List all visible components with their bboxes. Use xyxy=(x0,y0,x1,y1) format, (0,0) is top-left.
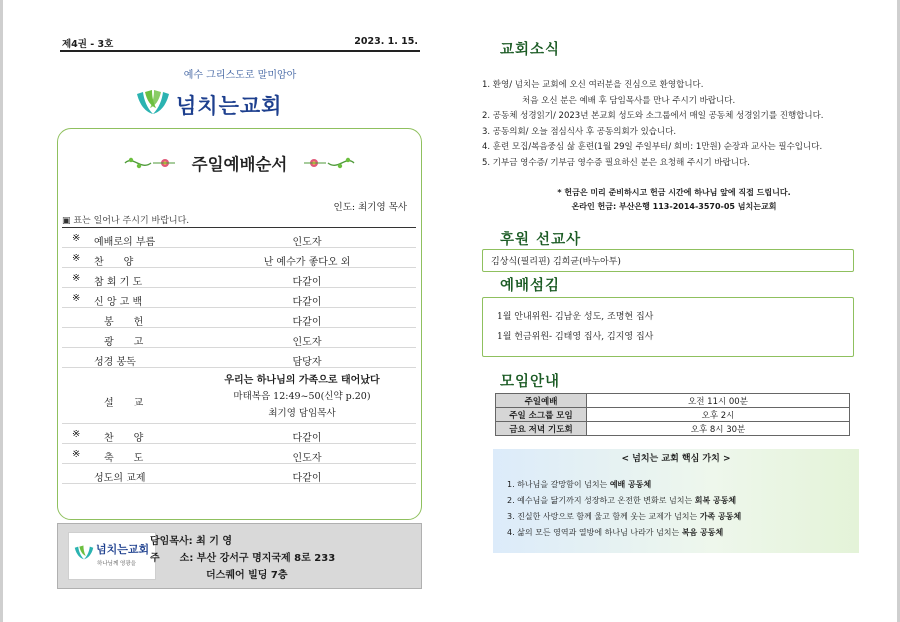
church-logo-icon xyxy=(73,542,95,564)
order-item: 신 앙 고 백 xyxy=(94,297,143,308)
sermon-title: 우리는 하나님의 가족으로 태어났다 xyxy=(224,375,380,386)
stand-mark: ※ xyxy=(72,273,81,284)
header-divider xyxy=(60,50,420,52)
core-values-title: < 넘치는 교회 핵심 가치 > xyxy=(621,454,731,464)
meetings-section-title: 모임안내 xyxy=(500,374,561,390)
footer-logo xyxy=(68,532,156,580)
order-person: 다같이 xyxy=(292,433,322,444)
usher-line: 1월 안내위원- 김남운 성도, 조명현 집사 xyxy=(497,312,654,322)
worship-order-table xyxy=(62,227,416,484)
order-row xyxy=(62,308,416,328)
order-row xyxy=(62,328,416,348)
core-value-text: 2. 예수님을 닮기까지 성장하고 온전한 변화로 넘치는 xyxy=(507,496,695,505)
stand-mark: ※ xyxy=(72,449,81,460)
core-value-emphasis: 예배 공동체 xyxy=(609,480,652,489)
stand-note: ▣ 표는 일어나 주시기 바랍니다. xyxy=(62,216,190,226)
order-person: 인도자 xyxy=(292,453,322,464)
order-person: 인도자 xyxy=(292,337,322,348)
order-person: 다같이 xyxy=(292,317,322,328)
church-logo-icon xyxy=(134,86,172,120)
news-item: 2. 공동체 성경읽기/ 2023년 본교회 성도와 소그룹에서 매일 공동체 성경읽기를 진행합니다. xyxy=(482,111,824,121)
footer-logo-name: 넘치는교회 xyxy=(96,543,150,556)
order-item: 광 고 xyxy=(94,337,144,348)
table-row xyxy=(496,394,850,408)
church-info-footer xyxy=(57,523,422,589)
offering-notes xyxy=(482,186,866,214)
order-row xyxy=(62,424,416,444)
core-value-text: 1. 하나님을 갈망함이 넘치는 xyxy=(507,480,610,489)
meeting-time: 오후 2시 xyxy=(587,408,850,422)
core-values-box xyxy=(493,449,859,553)
order-person: 담당자 xyxy=(292,357,322,368)
left-frame-edge xyxy=(0,0,3,622)
issue-volume: 제4권 - 3호 xyxy=(62,39,114,50)
offering-team-line: 1월 헌금위원- 김태영 집사, 김지영 집사 xyxy=(497,332,654,342)
stand-mark: ※ xyxy=(72,429,81,440)
worship-order-title: 주일예배순서 xyxy=(191,155,288,174)
core-value-emphasis: 복음 공동체 xyxy=(681,528,724,537)
meeting-time: 오전 11시 00분 xyxy=(587,394,850,408)
worship-leader: 인도: 최기영 목사 xyxy=(333,202,407,213)
table-row xyxy=(496,422,850,436)
meeting-name: 금요 저녁 기도회 xyxy=(496,422,587,436)
missionary-names: 김상식(필리핀) 김희균(바누아투) xyxy=(491,257,621,267)
sermon-reference: 마태복음 12:49~50(신약 p.20) xyxy=(233,391,371,402)
order-item: 축 도 xyxy=(94,453,144,464)
worship-order-box xyxy=(57,128,422,520)
table-row xyxy=(496,408,850,422)
order-item: 성도의 교제 xyxy=(94,473,146,484)
stand-mark: ※ xyxy=(72,253,81,264)
stand-mark: ※ xyxy=(72,293,81,304)
footer-logo-tagline: 하나님께 영광을 xyxy=(97,561,136,567)
church-logo xyxy=(134,86,344,122)
core-value-item xyxy=(507,477,741,493)
pastor-name: 담임목사: 최 기 영 xyxy=(150,536,233,547)
core-value-item xyxy=(507,509,741,525)
stand-mark: ※ xyxy=(72,233,81,244)
flower-ornament-icon xyxy=(300,153,356,173)
core-value-emphasis: 가족 공동체 xyxy=(699,512,742,521)
sermon-row xyxy=(62,368,416,424)
order-row xyxy=(62,248,416,268)
news-item: 1. 환영/ 넘치는 교회에 오신 여러분을 진심으로 환영합니다. xyxy=(482,80,704,90)
ushers-section-title: 예배섬김 xyxy=(500,278,561,294)
worship-order-header xyxy=(58,151,421,179)
meeting-time: 오후 8시 30분 xyxy=(587,422,850,436)
order-row xyxy=(62,227,416,248)
news-item: 5. 기부금 영수증/ 기부금 영수증 필요하신 분은 요청해 주시기 바랍니다. xyxy=(482,157,750,168)
offering-note: * 헌금은 미리 준비하시고 헌금 시간에 하나님 앞에 직접 드립니다. xyxy=(557,188,791,197)
core-values-list xyxy=(507,477,741,541)
core-value-emphasis: 회복 공동체 xyxy=(694,496,737,505)
order-person: 다같이 xyxy=(292,297,322,308)
meeting-schedule-table xyxy=(495,393,850,436)
missionary-section-title: 후원 선교사 xyxy=(500,232,582,248)
church-name: 넘치는교회 xyxy=(176,94,283,118)
meeting-name: 주일 소그룹 모임 xyxy=(496,408,587,422)
church-address: 주 소: 부산 강서구 명지국제 8로 233 xyxy=(150,553,336,564)
order-item: 설 교 xyxy=(94,398,144,409)
order-item: 예배로의 부름 xyxy=(94,237,156,248)
core-value-item xyxy=(507,493,741,509)
news-item: 4. 훈련 모집/복음중심 삶 훈련(1월 29일 주일부터/ 회비: 1만원) 순장과 교사는 필수입니다. xyxy=(482,142,823,152)
order-row xyxy=(62,464,416,484)
core-value-text: 4. 삶의 모든 영역과 열방에 하나님 나라가 넘치는 xyxy=(507,528,682,537)
missionary-box xyxy=(482,249,854,272)
order-item: 성경 봉독 xyxy=(94,357,136,368)
news-section-title: 교회소식 xyxy=(500,42,561,58)
news-list xyxy=(482,78,882,171)
order-row xyxy=(62,288,416,308)
order-person: 인도자 xyxy=(292,237,322,248)
online-offering: 온라인 헌금: 부산은행 113-2014-3570-05 넘치는교회 xyxy=(571,202,777,211)
order-item: 찬 양 xyxy=(94,257,134,268)
news-item: 3. 공동의회/ 오늘 점심식사 후 공동의회가 있습니다. xyxy=(482,126,677,137)
meeting-name: 주일예배 xyxy=(496,394,587,408)
news-item: 처음 오신 분은 예배 후 담임목사를 만나 주시기 바랍니다. xyxy=(522,95,736,106)
order-person: 다같이 xyxy=(292,473,322,484)
motto: 예수 그리스도로 말미암아 xyxy=(183,70,297,81)
order-row xyxy=(62,268,416,288)
order-item: 참 회 기 도 xyxy=(94,277,143,288)
order-person: 다같이 xyxy=(292,277,322,288)
core-value-item xyxy=(507,525,741,541)
core-value-text: 3. 진실한 사랑으로 함께 울고 함께 웃는 교제가 넘치는 xyxy=(507,512,700,521)
ushers-box xyxy=(482,297,854,357)
issue-date: 2023. 1. 15. xyxy=(354,36,418,47)
order-row xyxy=(62,348,416,368)
flower-ornament-icon xyxy=(123,153,179,173)
order-row xyxy=(62,444,416,464)
church-address-building: 더스퀘어 빌딩 7층 xyxy=(206,570,288,581)
order-item: 찬 양 xyxy=(94,433,144,444)
order-person: 난 예수가 좋다오 외 xyxy=(263,257,351,268)
sermon-preacher: 최기영 담임목사 xyxy=(268,408,336,419)
order-item: 봉 헌 xyxy=(94,317,144,328)
